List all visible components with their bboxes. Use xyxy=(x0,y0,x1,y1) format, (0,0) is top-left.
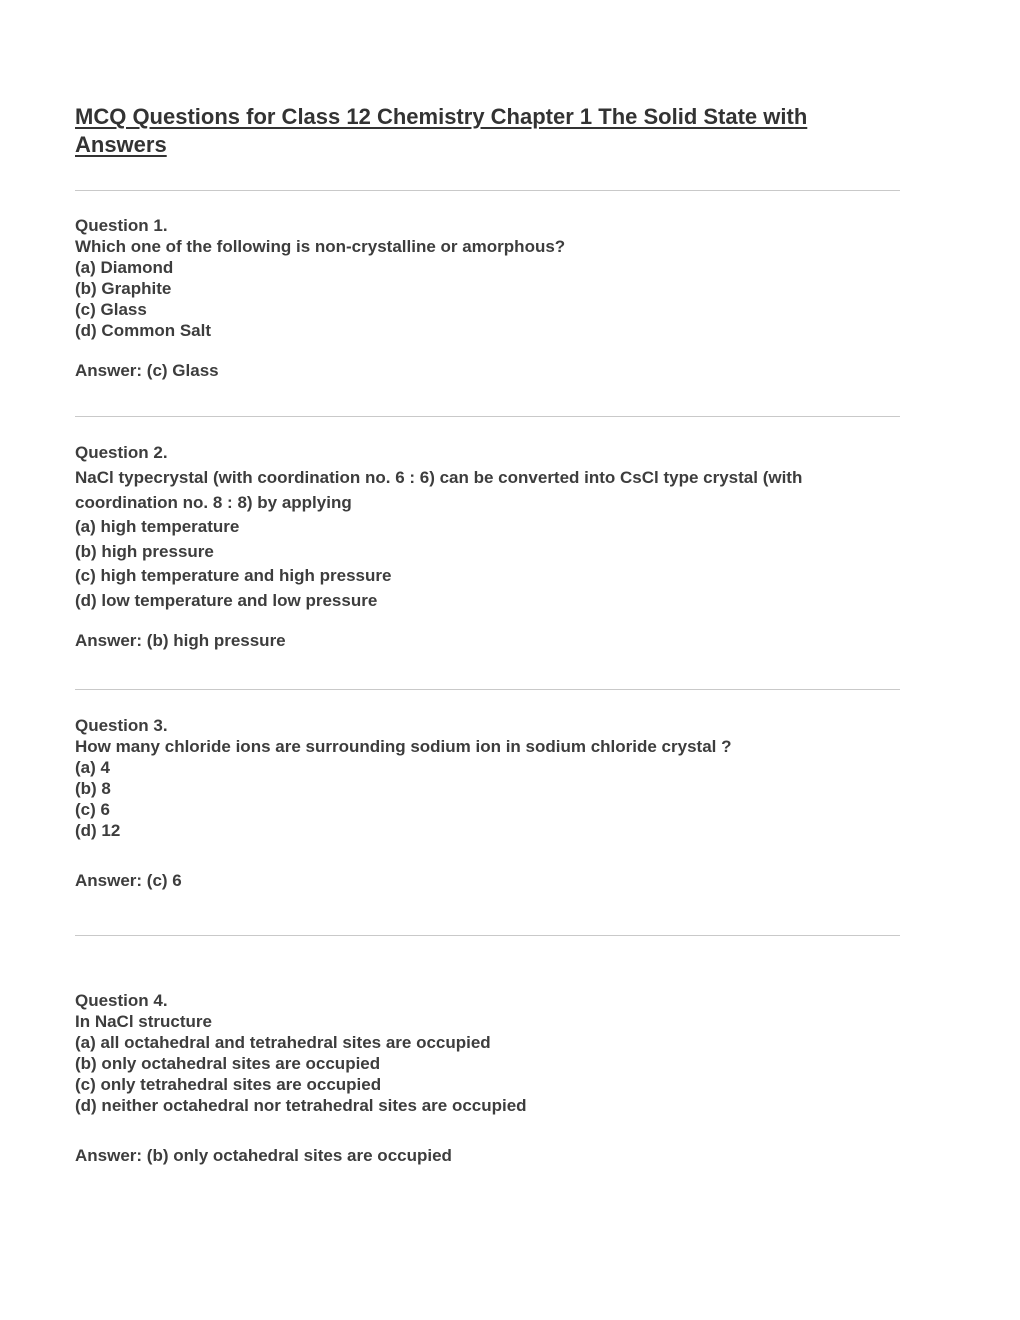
option-c: (c) Glass xyxy=(75,300,147,319)
option-c: (c) only tetrahedral sites are occupied xyxy=(75,1074,382,1094)
answer: Answer: (c) Glass xyxy=(75,361,219,380)
option-c: (c) high temperature and high pressure xyxy=(75,566,392,585)
question-2 xyxy=(75,442,900,654)
document-page xyxy=(75,103,900,1166)
question-3 xyxy=(75,715,900,891)
question-label: Question 3. xyxy=(75,715,168,735)
option-b: (b) 8 xyxy=(75,778,111,798)
option-d: (d) 12 xyxy=(75,820,121,840)
question-text: Which one of the following is non-crystalline or amorphous? xyxy=(75,237,566,256)
option-d: (d) neither octahedral nor tetrahedral sites are occupied xyxy=(75,1095,527,1115)
question-text: How many chloride ions are surrounding sodium ion in sodium chloride crystal ? xyxy=(75,736,732,756)
question-text: In NaCl structure xyxy=(75,1011,212,1031)
question-label: Question 1. xyxy=(75,216,168,235)
question-text: NaCl typecrystal (with coordination no. 6 : 6) can be converted into CsCl type crystal (with coordination no. 8 : 8) by applying xyxy=(75,468,803,512)
option-d: (d) Common Salt xyxy=(75,321,211,340)
answer: Answer: (c) 6 xyxy=(75,870,182,890)
divider xyxy=(75,935,900,936)
question-label: Question 4. xyxy=(75,990,168,1010)
option-b: (b) high pressure xyxy=(75,541,214,561)
answer: Answer: (b) only octahedral sites are occupied xyxy=(75,1145,452,1165)
divider xyxy=(75,190,900,191)
page-title: MCQ Questions for Class 12 Chemistry Chapter 1 The Solid State with Answers xyxy=(75,104,808,157)
divider xyxy=(75,416,900,417)
option-a: (a) high temperature xyxy=(75,517,240,536)
option-d: (d) low temperature and low pressure xyxy=(75,590,378,610)
question-label: Question 2. xyxy=(75,443,168,462)
option-b: (b) Graphite xyxy=(75,279,172,298)
question-4 xyxy=(75,990,900,1166)
option-a: (a) Diamond xyxy=(75,258,174,277)
option-c: (c) 6 xyxy=(75,799,110,819)
question-1 xyxy=(75,215,900,381)
divider xyxy=(75,689,900,690)
option-a: (a) 4 xyxy=(75,757,110,777)
option-a: (a) all octahedral and tetrahedral sites are occupied xyxy=(75,1032,491,1052)
option-b: (b) only octahedral sites are occupied xyxy=(75,1053,381,1073)
answer: Answer: (b) high pressure xyxy=(75,631,286,650)
